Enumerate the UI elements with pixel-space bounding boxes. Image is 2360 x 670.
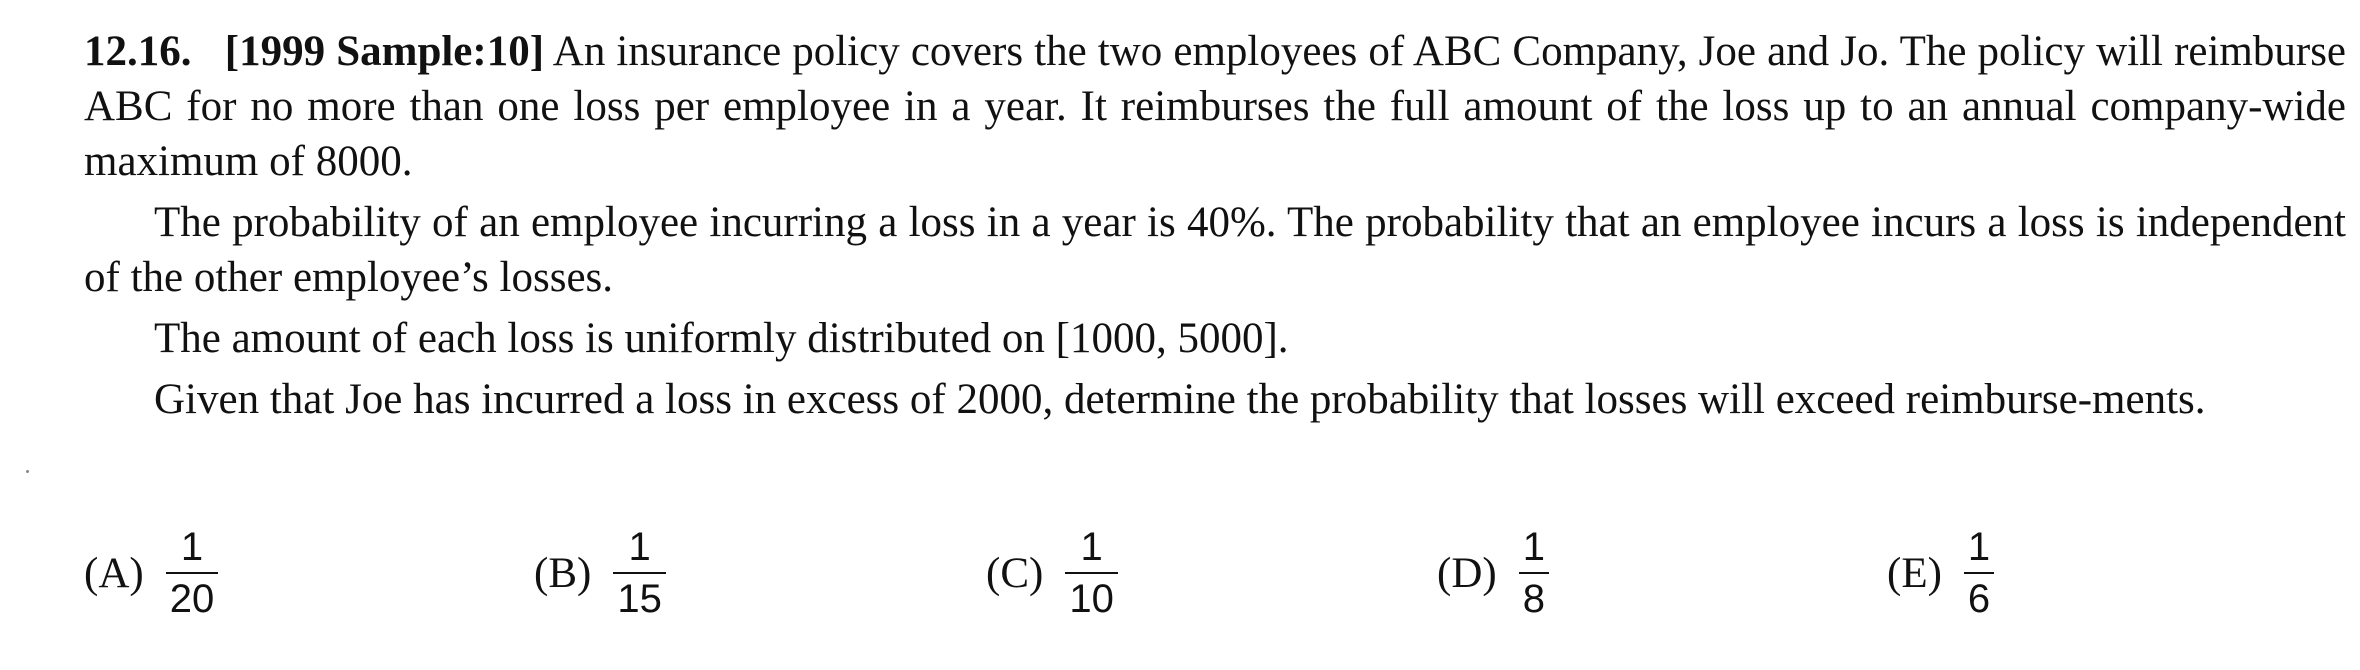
- problem-paragraph-4: Given that Joe has incurred a loss in excess of 2000, determine the probability that losses will exceed reimburse-ments.: [154, 376, 2206, 423]
- answer-label: (E): [1887, 549, 1942, 597]
- fraction-numerator: 1: [1967, 525, 1991, 569]
- problem-paragraph-1-text: An insurance policy covers the two employees of ABC Company, Joe and Jo. The policy will reimburse ABC for no more than one loss per employee in a year. It reimburses the full amount of the loss up to an annual company-wide maximum of 8000.: [84, 28, 2347, 185]
- answer-label: (C): [986, 549, 1044, 597]
- fraction-denominator: 8: [1522, 577, 1545, 621]
- problem-paragraph-1: [84, 24, 2346, 189]
- fraction-bar: [1964, 572, 1994, 574]
- answer-fraction: [166, 524, 219, 622]
- answer-fraction: [1519, 524, 1549, 622]
- answer-label: (A): [84, 549, 144, 597]
- problem-statement: [84, 24, 2346, 427]
- answer-label: (B): [534, 549, 592, 597]
- answer-choices: [84, 518, 2346, 628]
- fraction-bar: [613, 572, 666, 574]
- fraction-numerator: 1: [1522, 525, 1545, 569]
- answer-fraction: [613, 524, 666, 622]
- fraction-denominator: 20: [169, 577, 215, 621]
- answer-choice-a[interactable]: [84, 518, 218, 628]
- fraction-denominator: 10: [1069, 577, 1114, 621]
- fraction-denominator: 6: [1967, 577, 1991, 621]
- fraction-numerator: 1: [628, 525, 651, 569]
- problem-number: 12.16.: [84, 28, 192, 75]
- problem-paragraph-2: The probability of an employee incurring a loss in a year is 40%. The probability that an employee incurs a loss is independent of the other employee’s losses.: [84, 199, 2346, 301]
- answer-choice-c[interactable]: [986, 518, 1118, 628]
- answer-choice-e[interactable]: [1887, 518, 1994, 628]
- problem-paragraph-3: The amount of each loss is uniformly distributed on [1000, 5000].: [154, 315, 1289, 362]
- answer-fraction: [1065, 524, 1118, 622]
- fraction-bar: [166, 572, 219, 574]
- fraction-bar: [1519, 572, 1549, 574]
- stray-dot: [26, 470, 29, 473]
- answer-label: (D): [1437, 549, 1497, 597]
- fraction-denominator: 15: [617, 577, 662, 621]
- problem-source: [1999 Sample:10]: [224, 28, 545, 75]
- answer-choice-d[interactable]: [1437, 518, 1549, 628]
- fraction-numerator: 1: [1080, 525, 1103, 569]
- fraction-bar: [1065, 572, 1118, 574]
- answer-fraction: [1964, 524, 1994, 622]
- answer-choice-b[interactable]: [534, 518, 666, 628]
- fraction-numerator: 1: [180, 525, 204, 569]
